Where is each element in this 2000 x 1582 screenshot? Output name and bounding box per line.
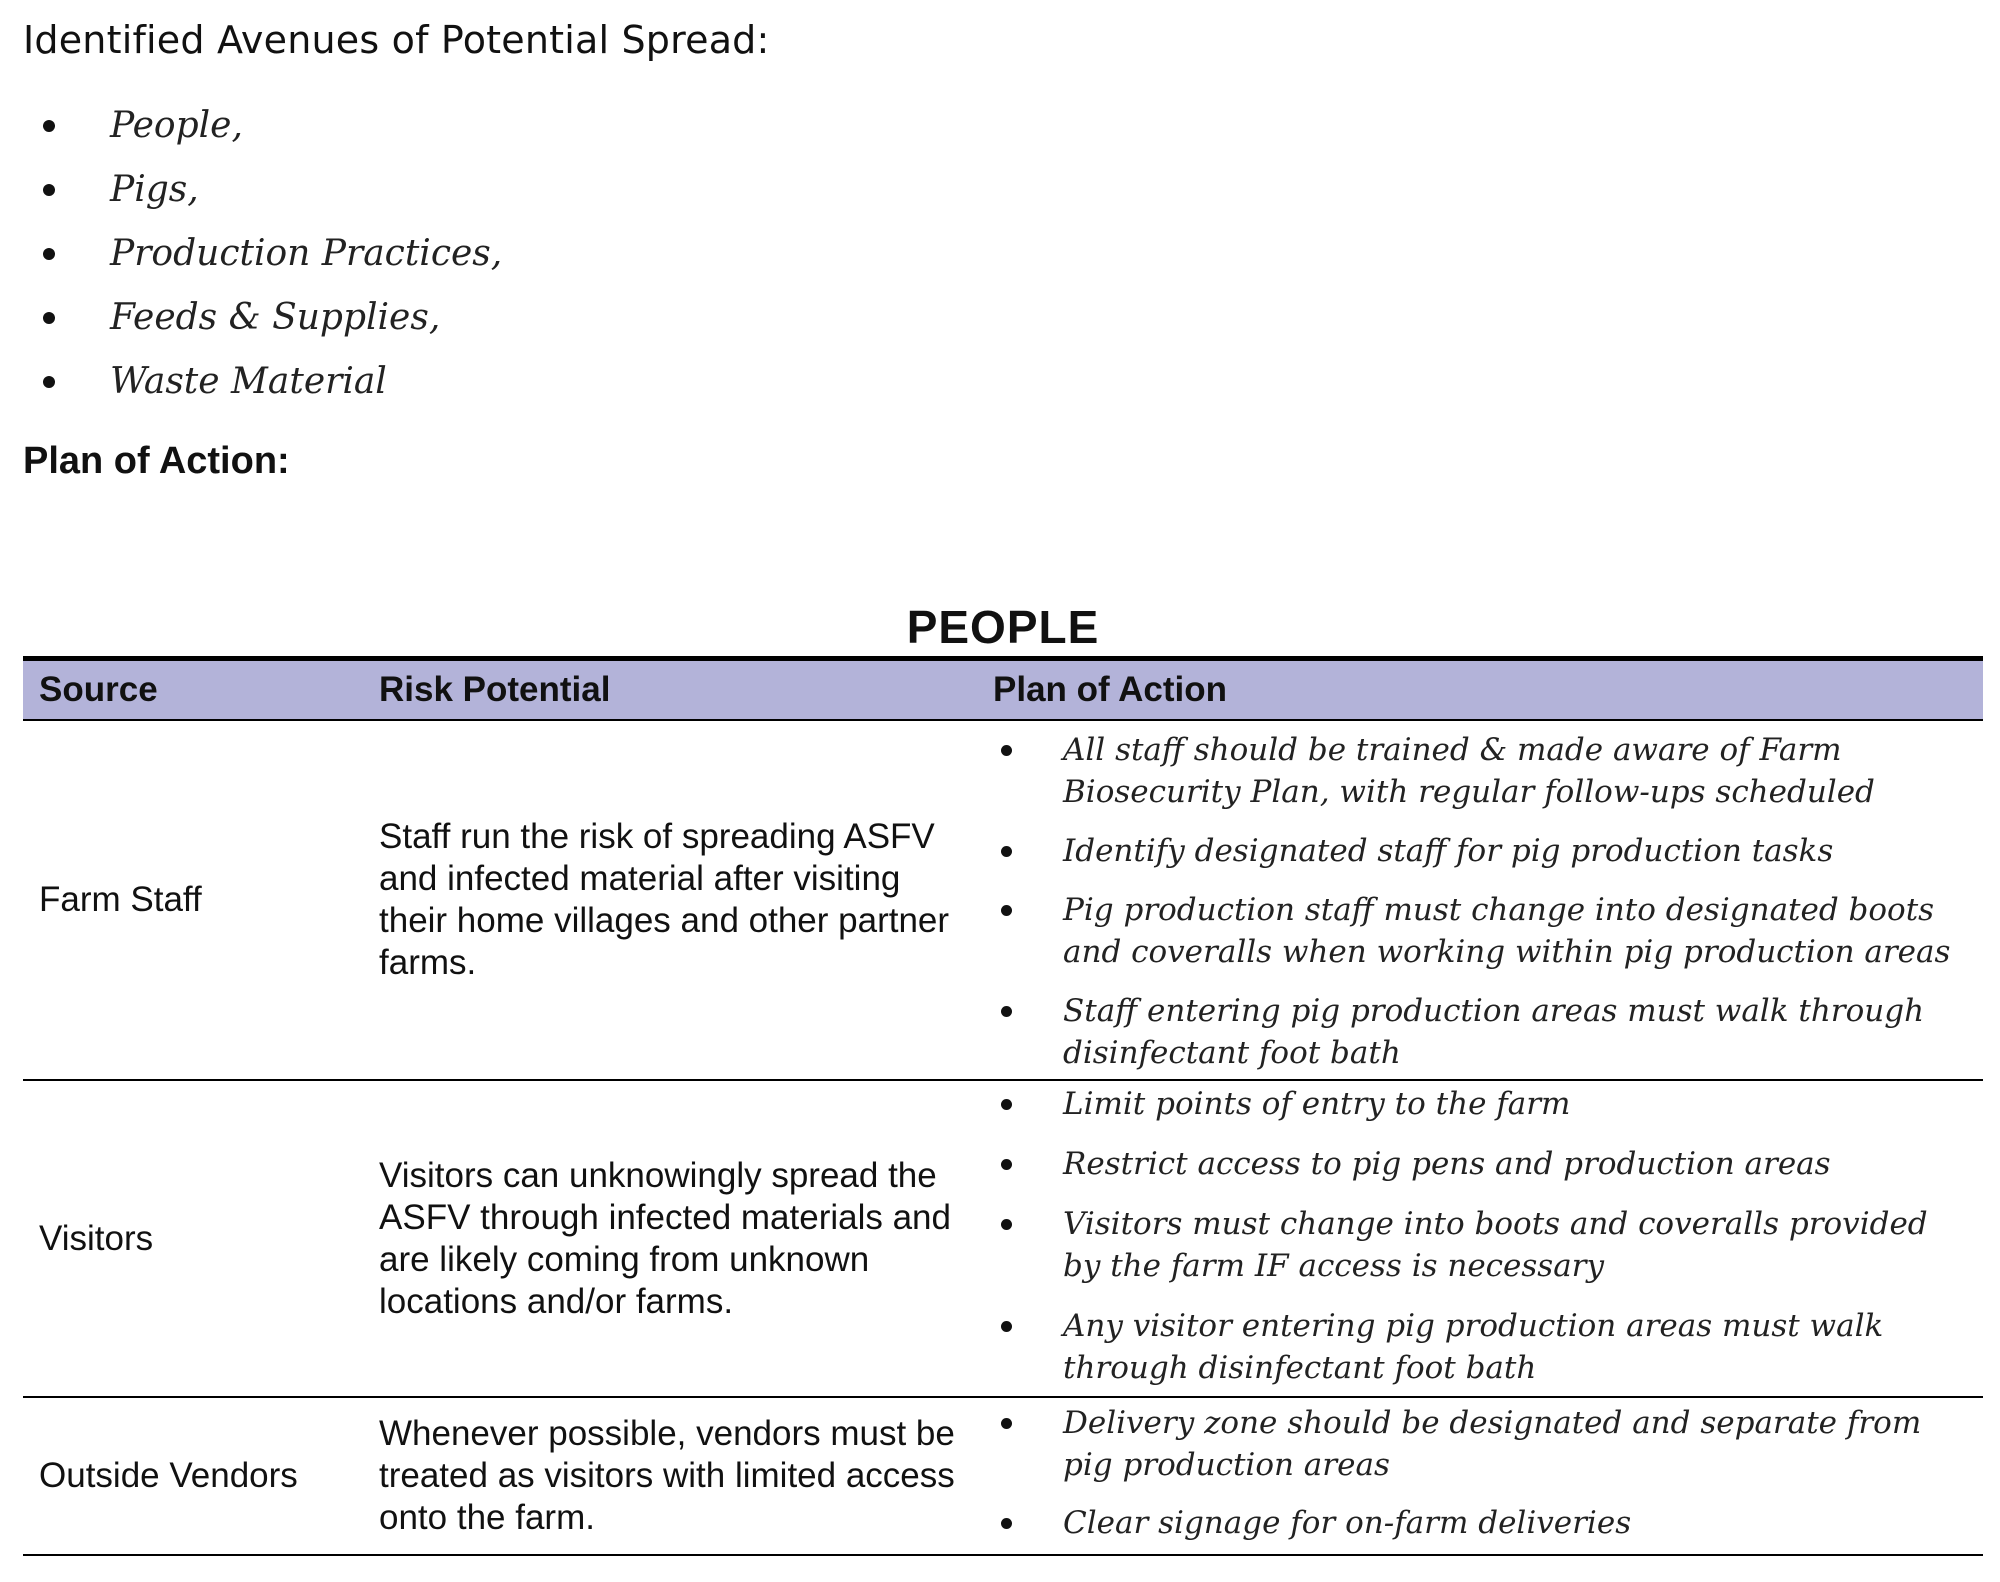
table-row: [23, 721, 1983, 1081]
action-item: Restrict access to pig pens and production areas: [977, 1143, 1983, 1185]
source-cell: Outside Vendors: [39, 1456, 298, 1495]
people-section-title: PEOPLE: [906, 601, 1100, 653]
avenues-list: [23, 100, 502, 420]
action-list: [977, 729, 1983, 1074]
header-plan-of-action: Plan of Action: [993, 670, 1227, 709]
action-item: Clear signage for on-farm deliveries: [977, 1502, 1983, 1544]
header-risk-potential: Risk Potential: [379, 670, 611, 709]
action-list: [977, 1402, 1983, 1544]
action-list: [977, 1083, 1983, 1389]
action-item: Limit points of entry to the farm: [977, 1083, 1983, 1125]
risk-cell: Staff run the risk of spreading ASFV and infected material after visiting their home villages and other partner farms.: [379, 817, 950, 982]
list-item: Pigs,: [23, 164, 502, 228]
list-item: Production Practices,: [23, 228, 502, 292]
action-item: Any visitor entering pig production areas must walk through disinfectant foot bath: [977, 1305, 1983, 1389]
action-item: All staff should be trained & made aware of Farm Biosecurity Plan, with regular follow-ups scheduled: [977, 729, 1983, 813]
table-row: [23, 1081, 1983, 1398]
action-item: Delivery zone should be designated and separate from pig production areas: [977, 1402, 1983, 1486]
plan-of-action-heading: Plan of Action:: [23, 440, 290, 482]
action-item: Visitors must change into boots and coveralls provided by the farm IF access is necessary: [977, 1203, 1983, 1287]
risk-cell: Visitors can unknowingly spread the ASFV through infected materials and are likely coming from unknown locations and/or farms.: [379, 1155, 951, 1321]
avenues-heading: Identified Avenues of Potential Spread:: [23, 18, 770, 62]
source-cell: Visitors: [39, 1218, 154, 1258]
list-item: Waste Material: [23, 356, 502, 420]
action-item: Identify designated staff for pig production tasks: [977, 830, 1983, 872]
table-row: [23, 1398, 1983, 1556]
list-item: People,: [23, 100, 502, 164]
risk-cell: Whenever possible, vendors must be treated as visitors with limited access onto the farm.: [379, 1414, 955, 1537]
table-header-row: [23, 661, 1983, 721]
action-item: Staff entering pig production areas must walk through disinfectant foot bath: [977, 990, 1983, 1074]
plan-cell: [977, 1398, 1983, 1554]
source-cell: Farm Staff: [39, 880, 202, 919]
plan-cell: [977, 721, 1983, 1079]
plan-cell: [977, 1081, 1983, 1396]
header-source: Source: [39, 670, 158, 709]
people-table: [23, 656, 1983, 1556]
list-item: Feeds & Supplies,: [23, 292, 502, 356]
action-item: Pig production staff must change into designated boots and coveralls when working within pig production areas: [977, 889, 1983, 973]
